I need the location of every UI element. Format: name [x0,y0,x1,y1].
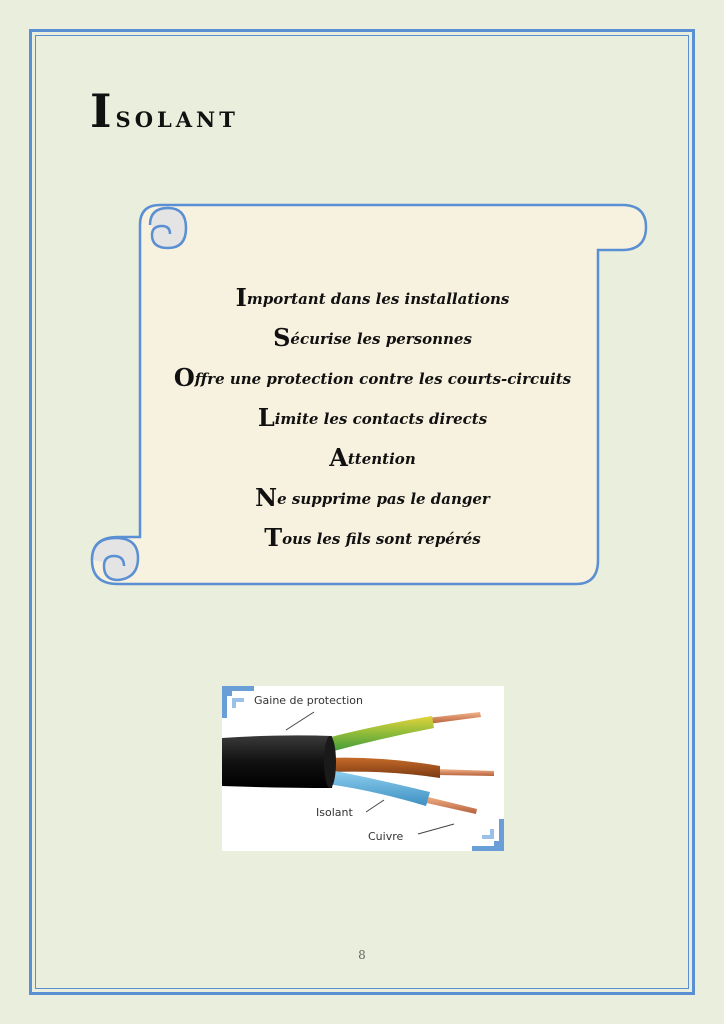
acrostic-text: écurise les personnes [290,330,472,348]
acrostic-line [140,318,605,358]
acrostic-text: e supprime pas le danger [277,490,490,508]
acrostic-list [140,278,605,558]
acrostic-initial: O [173,363,195,392]
label-insulation: Isolant [316,806,353,819]
acrostic-line [140,518,605,558]
title-initial: I [90,84,116,138]
acrostic-text: ffre une protection contre les courts-circuits [194,370,572,388]
label-copper: Cuivre [368,830,404,843]
cable-photo [222,686,504,851]
acrostic-line [140,398,605,438]
acrostic-line [140,358,605,398]
acrostic-text: ttention [347,450,416,468]
acrostic-initial: T [264,523,283,552]
acrostic-text: imite les contacts directs [274,410,488,428]
acrostic-line [140,438,605,478]
acrostic-initial: L [257,403,275,432]
acrostic-text: ous les fils sont repérés [282,530,481,548]
acrostic-initial: S [273,323,291,352]
acrostic-text: mportant dans les installations [246,290,510,308]
cable-illustration [222,686,504,851]
label-sheath: Gaine de protection [254,694,363,707]
title-rest: solant [115,100,239,135]
acrostic-initial: N [255,483,278,512]
page-number: 8 [358,948,366,962]
acrostic-initial: I [235,283,247,312]
acrostic-line [140,478,605,518]
acrostic-initial: A [329,443,348,472]
acrostic-line [140,278,605,318]
